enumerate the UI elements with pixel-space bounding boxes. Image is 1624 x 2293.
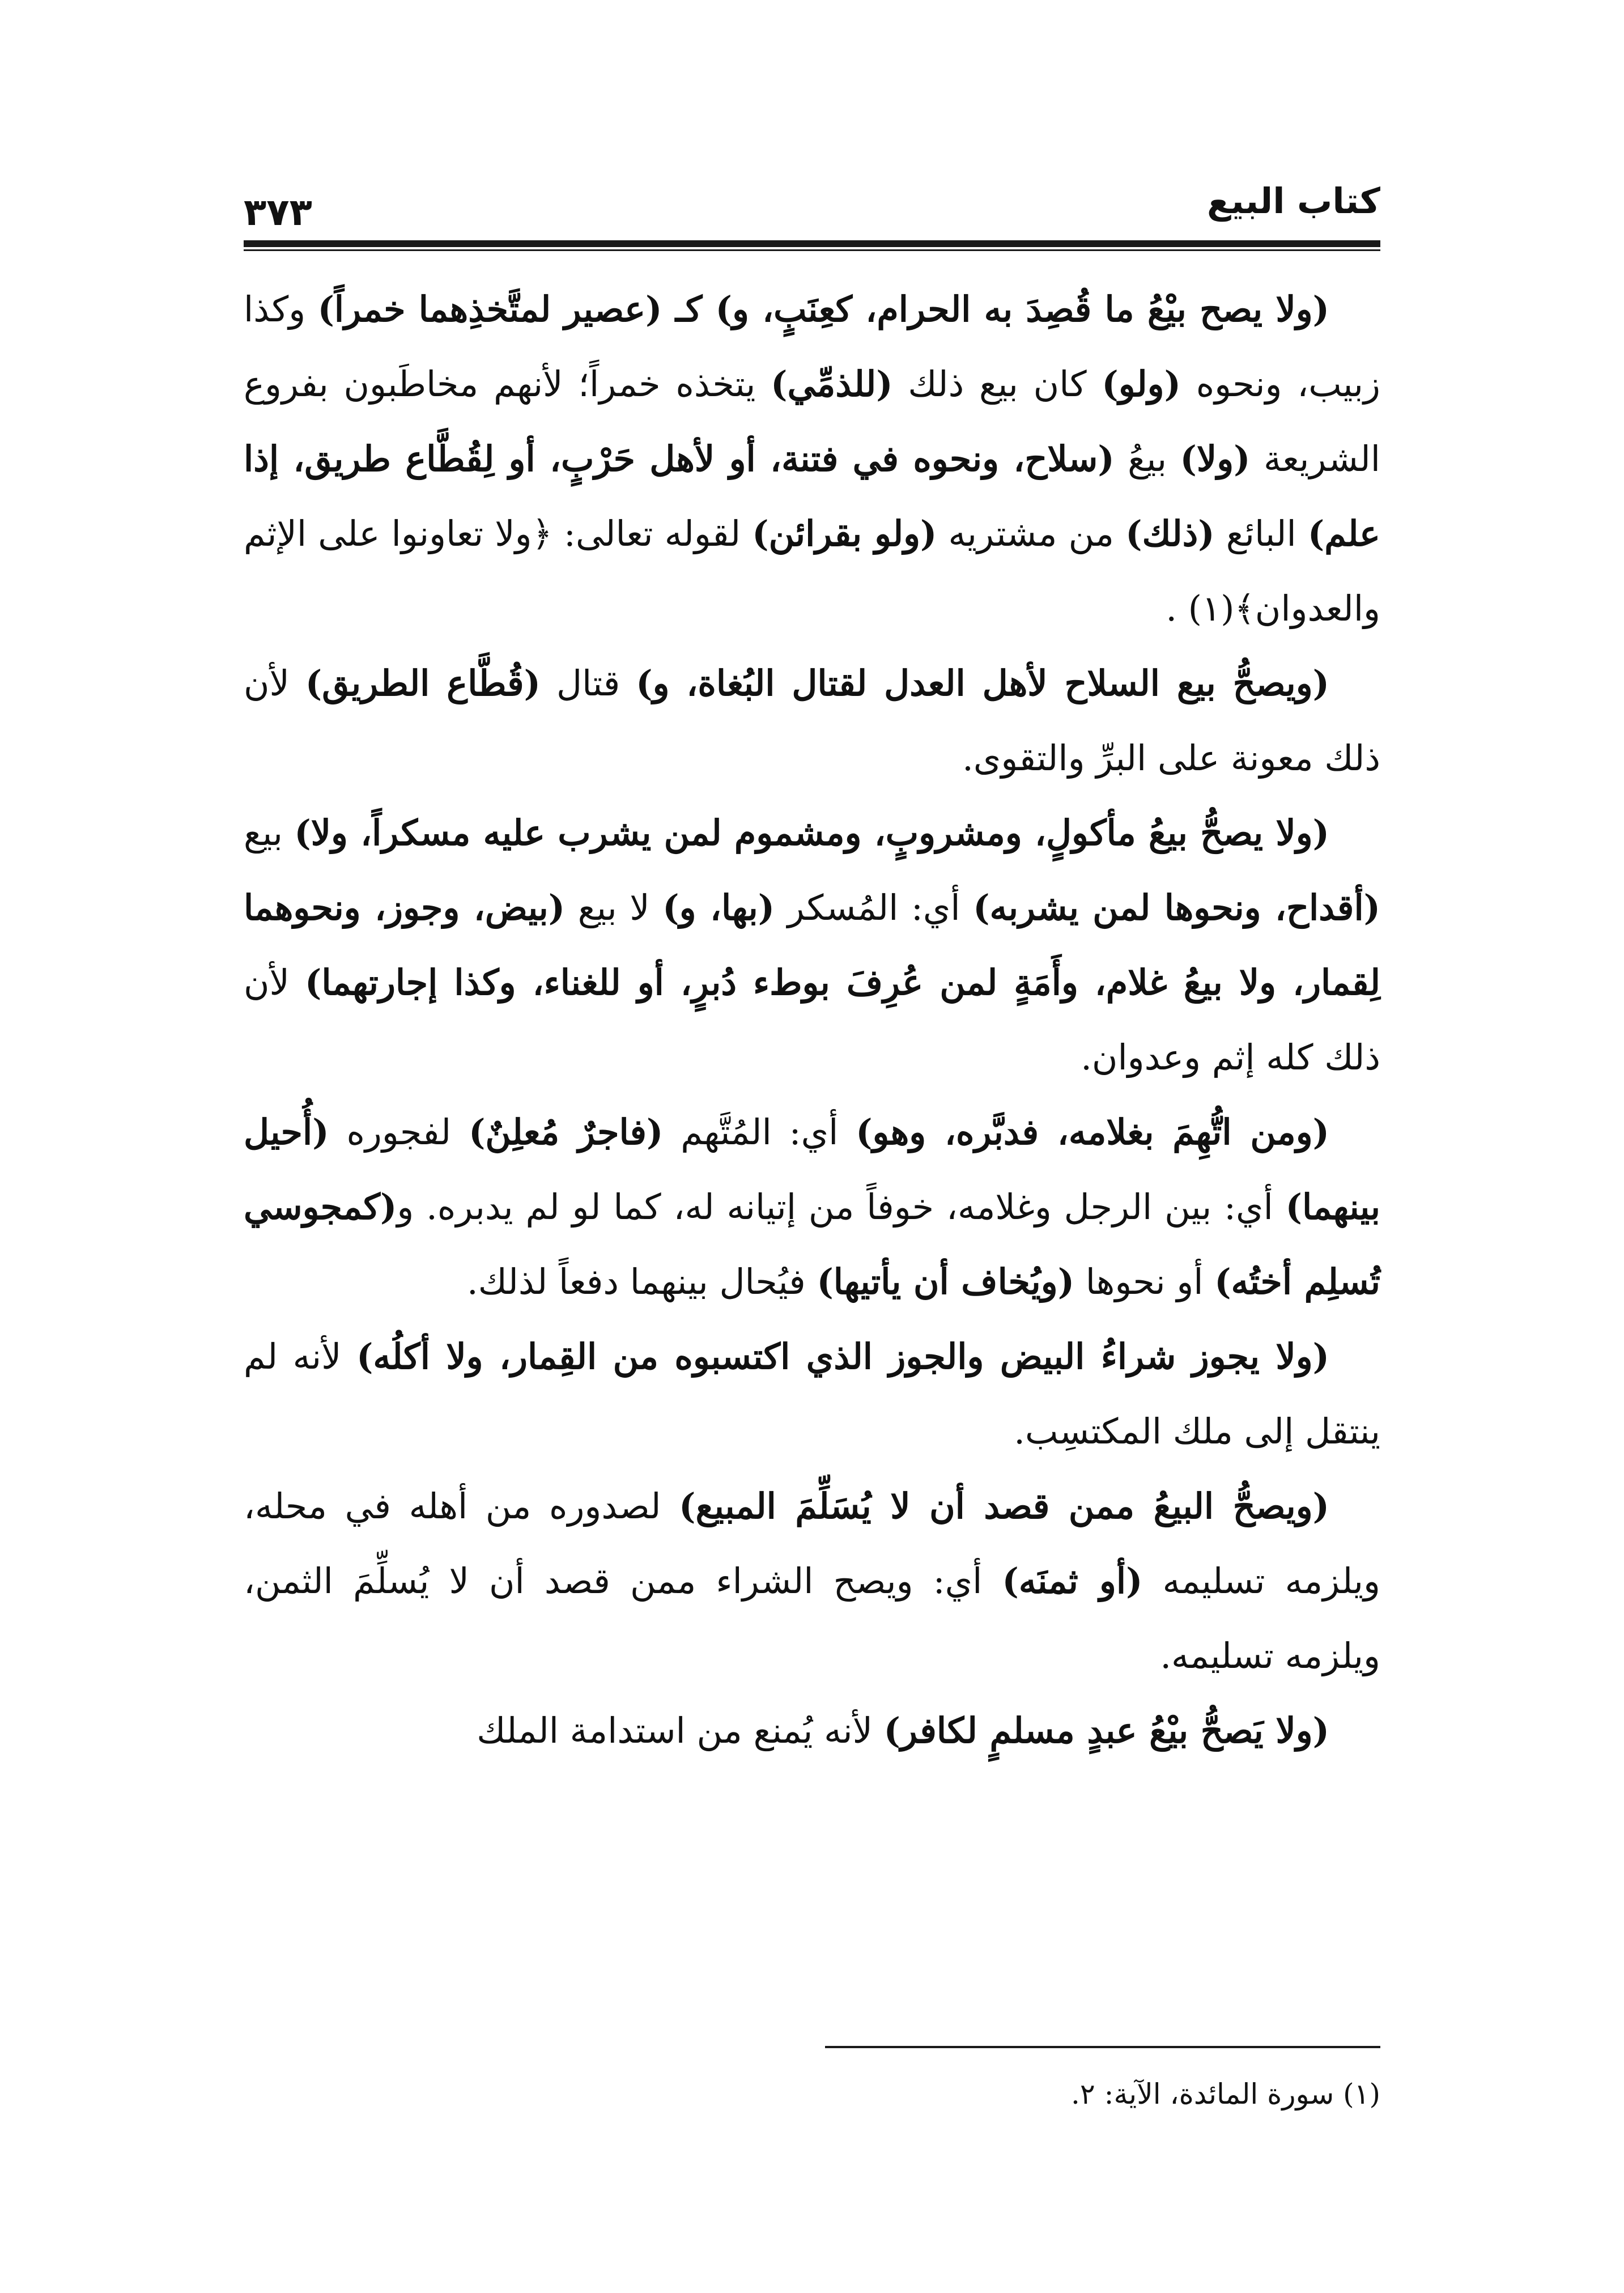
matn-text: (ولا يصحُّ بيعُ مأكولٍ، ومشروبٍ، ومشموم لمن يشرب عليه مسكراً، ولا)	[294, 812, 1329, 853]
commentary-text: لقوله تعالى: ﴿ولا تعاونوا على الإثم والعدوان﴾(١) .	[244, 513, 1380, 629]
footnote-separator	[825, 2046, 1380, 2048]
matn-text: (ولا يصح بيْعُ ما قُصِدَ به الحرام، كعِنَبٍ، و) كـ (عصير لمتَّخذِهما خمراً)	[317, 288, 1330, 330]
chapter-title: كتاب البيع	[1206, 180, 1380, 222]
commentary-text: لفجوره	[329, 1111, 469, 1153]
paragraph	[244, 796, 1380, 1095]
commentary-text: فيُحال بينهما دفعاً لذلك.	[467, 1261, 817, 1302]
running-header	[244, 170, 1380, 249]
matn-text: (بها، و)	[662, 887, 775, 928]
matn-text: (للذمِّي)	[771, 363, 893, 405]
commentary-text: لأن ذلك كله إثم وعدوان.	[244, 962, 1380, 1078]
paragraph	[244, 272, 1380, 646]
matn-text: (ويصحُّ البيعُ ممن قصد أن لا يُسَلِّمَ المبيع)	[679, 1485, 1329, 1527]
matn-text: (بيض، وجوز، ونحوهما لِقمار، ولا بيعُ غلام، وأَمَةٍ لمن عُرِفَ بوطء دُبرٍ، أو للغناء، وكذا إجارتهما)	[244, 887, 1380, 1003]
matn-text: (ولو)	[1102, 363, 1181, 405]
header-rule	[244, 240, 1380, 247]
commentary-text: بيع	[244, 812, 295, 853]
matn-text: (ولو بقرائن)	[752, 513, 937, 554]
commentary-text: لأنه لم ينتقل إلى ملك المكتسِب.	[244, 1336, 1380, 1452]
matn-text: (ومن اتُّهِمَ بغلامه، فدبَّره، وهو)	[856, 1111, 1329, 1153]
matn-text: (ويُخاف أن يأتيها)	[817, 1261, 1075, 1302]
matn-text: (ويصحُّ بيع السلاح لأهل العدل لقتال البُغاة، و)	[636, 663, 1329, 704]
paragraph	[244, 1693, 1380, 1768]
matn-text: (ولا يَصحُّ بيْعُ عبدٍ مسلمٍ لكافر)	[883, 1710, 1329, 1751]
main-text	[244, 272, 1380, 2018]
commentary-text: يتخذه خمراً؛ لأنهم مخاطَبون بفروع الشريعة	[244, 363, 1380, 479]
commentary-text: وكذا زبيب، ونحوه	[244, 288, 1380, 405]
paragraph	[244, 1319, 1380, 1469]
matn-text: (قُطَّاع الطريق)	[305, 663, 541, 704]
matn-text: (أو ثمنَه)	[1002, 1560, 1143, 1602]
commentary-text: لا بيع	[565, 887, 663, 928]
page-number: ٣٧٣	[244, 190, 312, 234]
matn-text: (كمجوسي تُسلِم أختُه)	[244, 1186, 1380, 1302]
matn-text: (أقداح، ونحوها لمن يشربه)	[973, 887, 1380, 928]
matn-text: (أُحيل بينهما)	[244, 1111, 1380, 1228]
commentary-text: أو نحوها	[1074, 1261, 1215, 1302]
commentary-text: من مشتريه	[937, 513, 1126, 554]
matn-text: (ذلك)	[1125, 513, 1215, 554]
matn-text: (ولا)	[1180, 438, 1251, 479]
footnote: (١) سورة المائدة، الآية: ٢.	[1070, 2078, 1380, 2111]
commentary-text: أي: المُسكر	[775, 887, 973, 928]
commentary-text: بيعُ	[1114, 438, 1180, 479]
paragraph	[244, 1469, 1380, 1693]
header-rule-thin	[244, 249, 1380, 251]
commentary-text: لأنه يُمنع من استدامة الملك	[477, 1710, 884, 1751]
commentary-text: قتال	[540, 663, 636, 704]
commentary-text: لصدوره من أهله في محله، ويلزمه تسليمه	[244, 1485, 1380, 1602]
commentary-text: أي: بين الرجل وغلامه، خوفاً من إتيانه له، كما لو لم يدبره. و	[397, 1186, 1286, 1228]
matn-text: (فاجرٌ مُعلِنٌ)	[469, 1111, 664, 1153]
matn-text: (ولا يجوز شراءُ البيض والجوز الذي اكتسبوه من القِمار، ولا أكلُه)	[356, 1336, 1329, 1377]
commentary-text: أي: المُتَّهم	[663, 1111, 856, 1153]
commentary-text: البائع	[1214, 513, 1308, 554]
commentary-text: أي: ويصح الشراء ممن قصد أن لا يُسلِّمَ الثمن، ويلزمه تسليمه.	[244, 1560, 1380, 1676]
matn-text: (سلاح، ونحوه في فتنة، أو لأهل حَرْبٍ، أو لِقُطَّاع طريق، إذا علم)	[244, 438, 1381, 554]
paragraph	[244, 1095, 1380, 1319]
commentary-text: كان بيع ذلك	[892, 363, 1102, 405]
paragraph	[244, 646, 1380, 796]
commentary-text: لأن ذلك معونة على البرِّ والتقوى.	[244, 663, 1380, 779]
